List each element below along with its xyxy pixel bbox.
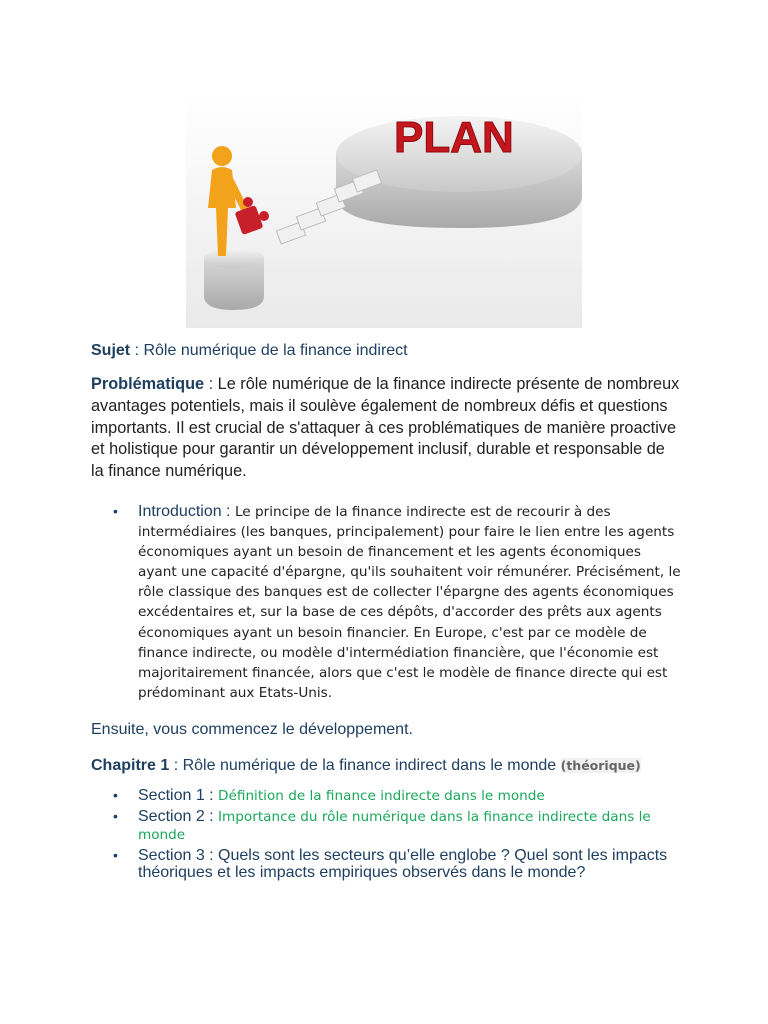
sujet-label: Sujet [91, 342, 131, 359]
chapitre-1-label: Chapitre 1 [91, 756, 170, 774]
ensuite-line: Ensuite, vous commencez le développement. [91, 720, 413, 738]
chapitre-1-heading: Chapitre 1 : Rôle numérique de la finance indirect dans le monde (théorique) [91, 756, 641, 774]
section-item [91, 808, 681, 844]
sujet-line: Sujet : Rôle numérique de la finance indirect [91, 342, 408, 359]
introduction-text: Le principe de la finance indirecte est de recourir à des intermédiaires (les banques, principalement) pour faire le lien entre les agents économiques ayant un besoin de financement et les agents économiques ayant une capacité d'épargne, qu'ils souhaitent voir rémunérer. Précisément, le rôle classique des banques est de collecter l'épargne des agents économiques excédentaires et, sur la base de ces dépôts, d'accorder des prêts aux agents économiques ayant un besoin financier. En Europe, c'est par ce modèle de finance indirecte, ou modèle d'intermédiation financière, que l'économie est majoritairement financée, alors que c'est le modèle de finance directe qui est prédominant aux Etats-Unis. [138, 503, 681, 701]
section-label: Section 3 : [138, 846, 219, 864]
problematique-label: Problématique [91, 375, 205, 393]
section-label: Section 2 : [138, 807, 219, 825]
sections-list [91, 787, 681, 881]
introduction-item [91, 502, 681, 703]
introduction-label: Introduction : [138, 502, 235, 520]
document-body [91, 340, 681, 884]
section-label: Section 1 : [138, 786, 219, 804]
introduction-list [91, 502, 681, 703]
section-text: Définition de la finance indirecte dans le monde [218, 787, 545, 804]
problematique-paragraph: Problématique : Le rôle numérique de la finance indirecte présente de nombreux avantages potentiels, mais il soulève également de nombreux défis et questions importants. Il est crucial de s'attaquer à ces problématiques de manière proactive et holistique pour garantir un développement inclusif, durable et responsable de la finance numérique. [91, 375, 680, 481]
chapitre-1-tag: (théorique) [560, 757, 641, 773]
sujet-text: Rôle numérique de la finance indirect [143, 342, 408, 359]
section-text: Quels sont les secteurs qu’elle englobe ? Quel sont les impacts théoriques et les impacts empiriques observés dans le monde? [138, 846, 668, 881]
plan-illustration [186, 96, 582, 328]
section-text: Importance du rôle numérique dans la finance indirecte dans le monde [138, 808, 651, 843]
chapitre-1-text: Rôle numérique de la finance indirect dans le monde [182, 756, 561, 774]
plan-sign-text: PLAN [394, 113, 514, 162]
section-item [91, 847, 681, 881]
section-item [91, 787, 681, 805]
problematique-text: Le rôle numérique de la finance indirecte présente de nombreux avantages potentiels, mais il soulève également de nombreux défis et questions importants. Il est crucial de s'attaquer à ces problématiques de manière proactive et holistique pour garantir un développement inclusif, durable et responsable de la finance numérique. [91, 375, 680, 481]
small-platform [204, 248, 264, 310]
